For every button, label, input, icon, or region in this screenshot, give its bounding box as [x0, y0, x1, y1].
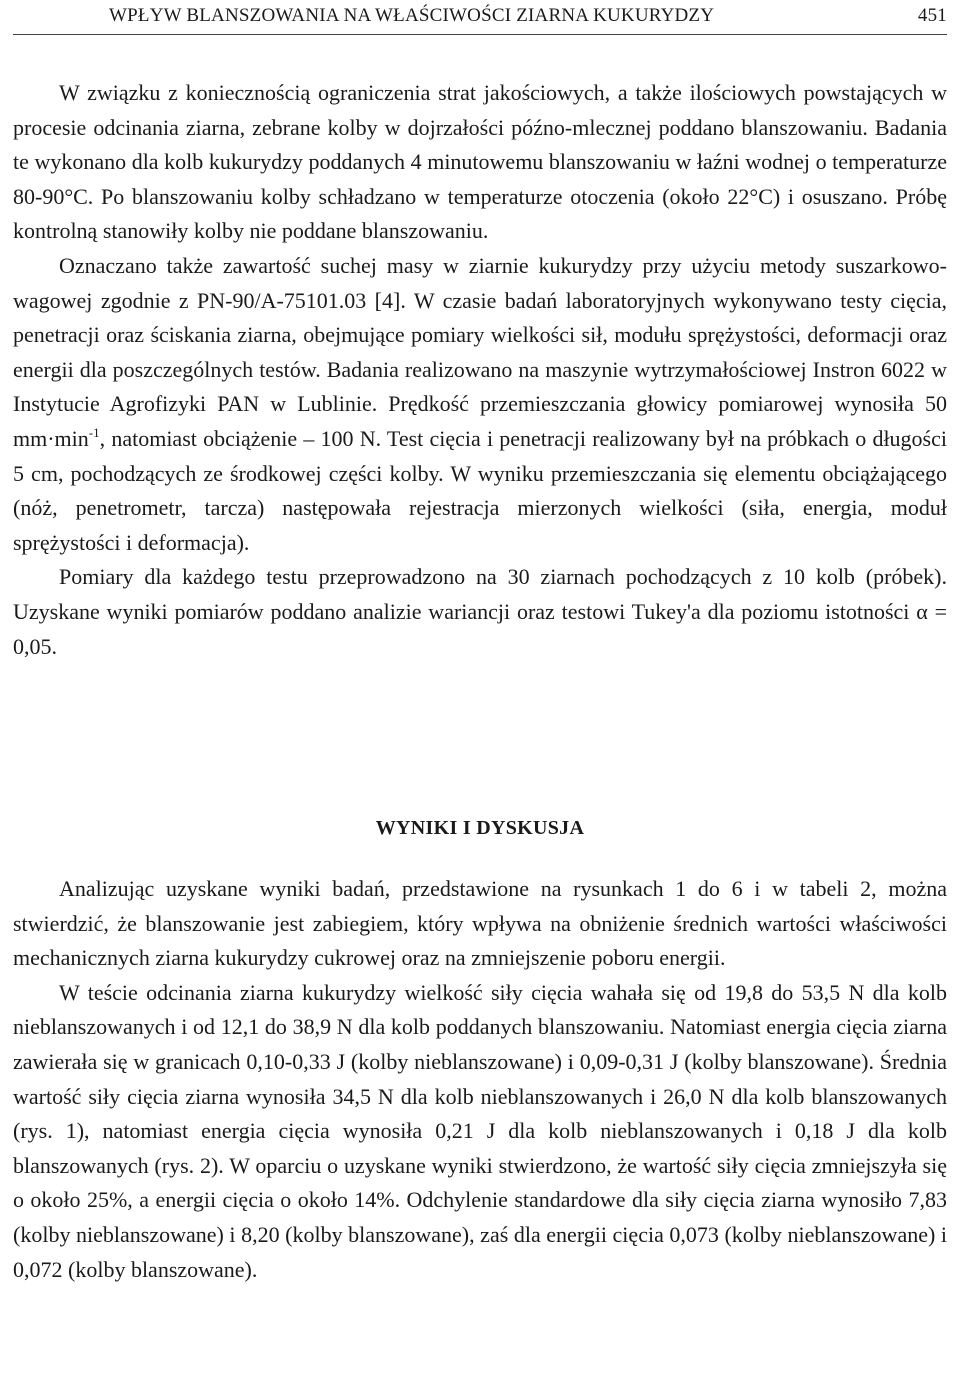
results-paragraph-2: W teście odcinania ziarna kukurydzy wielkość siły cięcia wahała się od 19,8 do 53,5 N dla kolb nieblanszowanych i od 12,1 do 38,9 N dla kolb poddanych blanszowaniu. Natomiast energia cięcia ziarna zawierała się w granicach 0,10-0,33 J (kolby nieblanszowane) i 0,09-0,31 J (kolby blanszowane). Średnia wartość siły cięcia ziarna wynosiła 34,5 N dla kolb nieblanszowanych i 26,0 N dla kolb blanszowanych (rys. 1), natomiast energia cięcia wynosiła 0,21 J dla kolb nieblanszowanych i 0,18 J dla kolb blanszowanych (rys. 2). W oparciu o uzyskane wyniki stwierdzono, że wartość siły cięcia zmniejszyła się o około 25%, a energii cięcia o około 14%. Odchylenie standardowe dla siły cięcia ziarna wynosiło 7,83 (kolby nieblanszowane) i 8,20 (kolby blanszowane), zaś dla energii cięcia 0,073 (kolby nieblanszowane) i 0,072 (kolby blanszowane).	[13, 979, 947, 1282]
methods-paragraph-1: W związku z koniecznością ograniczenia strat jakościowych, a także ilościowych powstających w procesie odcinania ziarna, zebrane kolby w dojrzałości późno-mlecznej poddano blanszowaniu. Badania te wykonano dla kolb kukurydzy poddanych 4 minutowemu blanszowaniu w łaźni wodnej o temperaturze 80-90°C. Po blanszowaniu kolby schładzano w temperaturze otoczenia (około 22°C) i osuszano. Próbę kontrolną stanowiły kolby nie poddane blanszowaniu.	[13, 80, 947, 244]
methods-paragraph-2-text-a: Oznaczano także zawartość suchej masy w ziarnie kukurydzy przy użyciu metody suszarkowo-wagowej zgodnie z PN-90/A-75101.03 [4]. W czasie badań laboratoryjnych wykonywano testy cięcia, penetracji oraz ściskania ziarna, obejmujące pomiary wielkości sił, modułu sprężystości, deformacji oraz energii dla poszczególnych testów. Badania realizowano na maszynie wytrzymałościowej Instron 6022 w Instytucie Agrofizyki PAN w Lublinie. Prędkość przemieszczania głowicy pomiarowej wynosiła 50 mm·min	[13, 252, 947, 451]
running-title: WPŁYW BLANSZOWANIA NA WŁAŚCIWOŚCI ZIARNA KUKURYDZY	[109, 5, 715, 26]
results-section	[13, 872, 947, 1287]
section-heading-results: WYNIKI I DYSKUSJA	[375, 817, 585, 839]
methods-section	[13, 76, 947, 664]
document-page	[13, 0, 947, 1395]
methods-paragraph-2	[13, 249, 947, 560]
results-paragraph-1: Analizując uzyskane wyniki badań, przedstawione na rysunkach 1 do 6 i w tabeli 2, można stwierdzić, że blanszowanie jest zabiegiem, który wpływa na obniżenie średnich wartości właściwości mechanicznych ziarna kukurydzy cukrowej oraz na zmniejszenie poboru energii.	[13, 876, 947, 971]
unit-exponent: -1	[88, 424, 100, 440]
running-header	[13, 0, 947, 35]
methods-paragraph-3: Pomiary dla każdego testu przeprowadzono na 30 ziarnach pochodzących z 10 kolb (próbek). Uzyskane wyniki pomiarów poddano analizie wariancji oraz testowi Tukey'a dla poziomu istotności α = 0,05.	[13, 564, 947, 659]
page-number: 451	[917, 5, 947, 26]
methods-paragraph-2-text-b: , natomiast obciążenie – 100 N. Test cięcia i penetracji realizowany był na próbkach o długości 5 cm, pochodzących ze środkowej części kolby. W wyniku przemieszczania się elementu obciążającego (nóż, penetrometr, tarcza) następowała rejestracja mierzonych wielkości (siła, energia, moduł sprężystości i deformacja).	[13, 425, 947, 555]
